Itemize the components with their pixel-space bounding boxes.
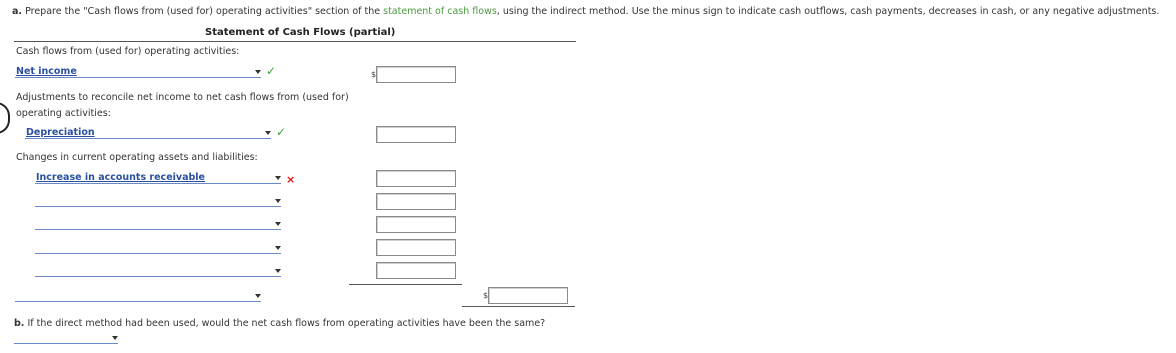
page-edge-bracket xyxy=(0,102,10,134)
check-icon: ✓ xyxy=(266,64,277,78)
adjustments-label-line1: Adjustments to reconcile net income to net cash flows from (used for) xyxy=(16,92,349,103)
question-a-prefix: a. xyxy=(12,6,23,17)
net-income-amount-input[interactable] xyxy=(376,66,456,83)
chevron-down-icon xyxy=(255,294,261,298)
chevron-down-icon xyxy=(275,246,281,250)
change-row-amount-input-5[interactable] xyxy=(376,262,456,279)
question-b-answer-select[interactable] xyxy=(14,332,118,344)
change-row-select-1[interactable] xyxy=(35,172,281,184)
net-income-select[interactable] xyxy=(15,66,261,78)
chevron-down-icon xyxy=(275,269,281,273)
section-label: Cash flows from (used for) operating activities: xyxy=(16,46,240,57)
change-row-amount-input-4[interactable] xyxy=(376,239,456,256)
chevron-down-icon xyxy=(275,176,281,180)
statement-title: Statement of Cash Flows (partial) xyxy=(205,27,396,38)
changes-label: Changes in current operating assets and liabilities: xyxy=(16,152,258,163)
change-row-select-value: Increase in accounts receivable xyxy=(36,172,205,183)
total-underline xyxy=(462,306,575,307)
dollar-sign: $ xyxy=(371,70,377,79)
question-b-body: If the direct method had been used, would the net cash flows from operating activities have been the same? xyxy=(27,318,546,329)
adjustments-label-line2: operating activities: xyxy=(16,108,111,119)
net-income-select-value: Net income xyxy=(16,66,77,77)
chevron-down-icon xyxy=(112,336,118,340)
change-row-select-3[interactable] xyxy=(35,218,281,230)
chevron-down-icon xyxy=(265,131,271,135)
depreciation-select-value: Depreciation xyxy=(26,127,95,138)
depreciation-amount-input[interactable] xyxy=(376,126,456,143)
change-row-select-4[interactable] xyxy=(35,242,281,254)
chevron-down-icon xyxy=(275,222,281,226)
change-row-select-2[interactable] xyxy=(35,195,281,207)
question-b-prefix: b. xyxy=(14,318,25,329)
dollar-sign: $ xyxy=(483,291,489,300)
statement-link[interactable]: statement of cash flows xyxy=(383,6,497,17)
subtotal-rule xyxy=(349,284,462,285)
change-row-select-5[interactable] xyxy=(35,265,281,277)
total-label-select[interactable] xyxy=(15,290,261,302)
change-row-amount-input-1[interactable] xyxy=(376,170,456,187)
net-cash-flow-amount-input[interactable] xyxy=(488,287,568,304)
chevron-down-icon xyxy=(255,70,261,74)
change-row-amount-input-2[interactable] xyxy=(376,193,456,210)
question-a-text xyxy=(12,6,1159,17)
question-b-text xyxy=(14,318,545,329)
question-a-text-before: Prepare the "Cash flows from (used for) operating activities" section of the xyxy=(25,6,384,17)
change-row-amount-input-3[interactable] xyxy=(376,216,456,233)
depreciation-select[interactable] xyxy=(25,127,271,139)
question-a-text-after: , using the indirect method. Use the minus sign to indicate cash outflows, cash payments, decreases in cash, or any negative adjustments. xyxy=(496,6,1160,17)
check-icon: ✓ xyxy=(276,125,287,139)
chevron-down-icon xyxy=(275,199,281,203)
title-underline xyxy=(14,41,576,42)
x-icon: × xyxy=(286,173,296,186)
